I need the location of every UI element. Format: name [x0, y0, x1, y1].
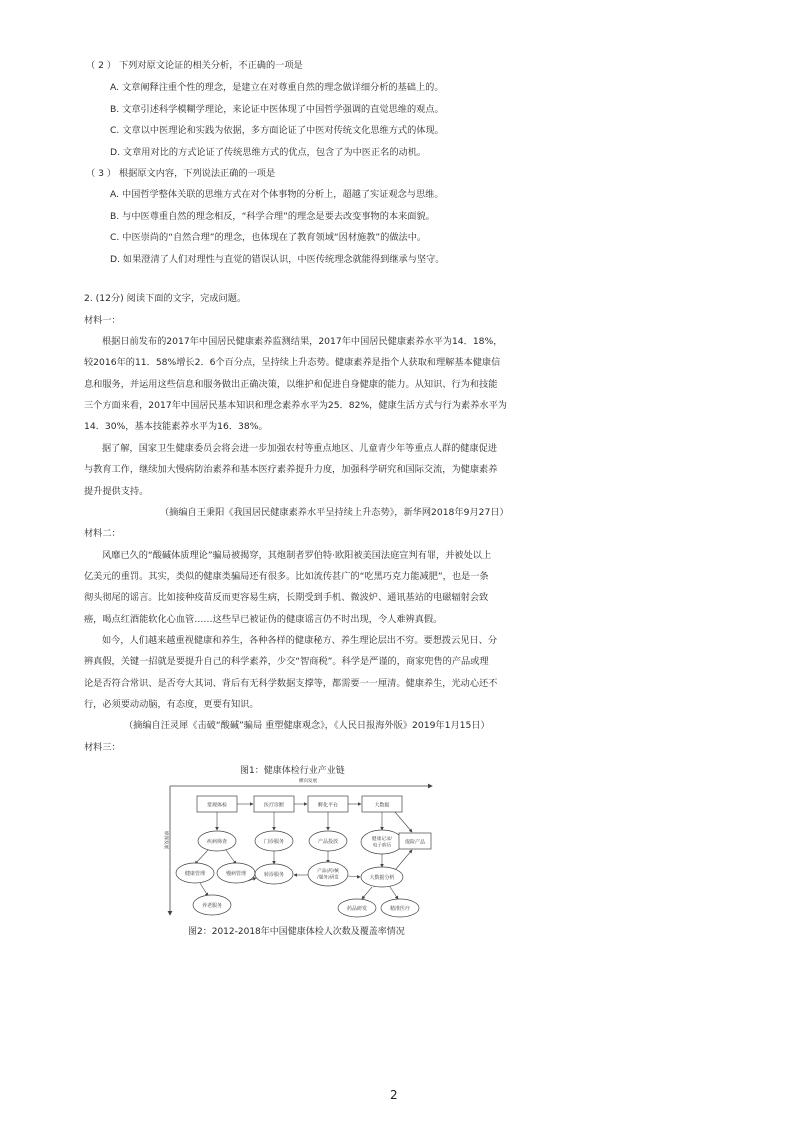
option-2c: C. 文章以中医理论和实践为依据，多方面论证了中医对传统文化思维方式的体现。 — [110, 125, 444, 136]
option-2a: A. 文章阐释注重个性的理念，是建立在对尊重自然的理念做详细分析的基础上的。 — [110, 82, 444, 93]
question-3-stem: （ 3 ） 根据原文内容，下列说法正确的一项是 — [86, 168, 276, 179]
edge-bigdata-insurance — [395, 812, 412, 832]
edge-healthmgmt-elderly — [200, 883, 208, 896]
node-prodmed-line2: /服务)研发 — [317, 875, 339, 881]
material-2-line: 风靡已久的“酸碱体质理论”骗局被揭穿，其炮制者罗伯特·欧阳被美国法庭宣判有罪，并被处以上 — [102, 550, 492, 561]
option-3a: A. 中国哲学整体关联的思维方式在对个体事物的分析上，超越了实证观念与思维。 — [110, 189, 444, 200]
material-2-line: 癌，喝点红酒能软化心血管……这些早已被证伪的健康谣言仍不时出现，令人难辨真假。 — [84, 614, 443, 625]
node-insurance: 保险产品 — [404, 839, 426, 846]
figure-2-title: 图2：2012-2018年中国健康体检人次数及覆盖率情况 — [188, 927, 405, 937]
node-record-ellipse — [361, 830, 403, 854]
reading-question-stem: 2. (12分) 阅读下面的文字，完成问题。 — [84, 293, 247, 304]
material-1-line: 14．30%，基本技能素养水平为16．38%。 — [84, 421, 268, 432]
material-2-line: 辨真假，关键一招就是要提升自己的科学素养，少交“智商税”。科学是严谨的，商家兜售的产品或理 — [84, 656, 489, 667]
question-2-stem: （ 2 ） 下列对原文论证的相关分析，不正确的一项是 — [86, 60, 303, 71]
horizontal-label: 横向发展 — [299, 779, 317, 784]
material-2-line: 论是否符合常识、是否夸大其词、背后有无科学数据支撑等，都需要一一厘清。健康养生，光动心还不 — [84, 678, 498, 689]
node-newdrug: 药品研发 — [346, 906, 368, 912]
edge-analysis-insurance — [395, 850, 412, 870]
node-disease: 疾病筛查 — [206, 839, 228, 845]
figure-1-title: 图1：健康体检行业产业链 — [240, 766, 345, 776]
node-clinic: 门诊服务 — [263, 839, 285, 845]
option-3d: D. 如果澄清了人们对理性与直觉的错误认识，中医传统理念就能得到继承与坚守。 — [110, 254, 445, 265]
material-2-label: 材料二： — [84, 528, 121, 539]
material-2-line: 如今，人们越来越重视健康和养生，各种各样的健康秘方、养生理论层出不穷。要想拨云见日、分 — [102, 635, 498, 646]
option-2b: B. 文章引述科学模糊学理论，来论证中医体现了中国哲学强调的直觉思维的观点。 — [110, 104, 444, 115]
node-record-line1: 健康记录/ — [372, 837, 392, 842]
material-1-source: （摘编自王秉阳《我国居民健康素养水平呈持续上升态势》，新华网2018年9月27日） — [160, 507, 509, 518]
material-1-line: 与教育工作，继续加大慢病防治素养和基本医疗素养提升力度，加强科学研究和国际交流，为健康素养 — [84, 464, 498, 475]
edge-analysis-precision — [390, 887, 398, 899]
material-1-line: 据了解，国家卫生健康委员会将会进一步加强农村等重点地区、儿童青少年等重点人群的健康促进 — [102, 443, 498, 454]
edge-prodmed-analysis — [348, 876, 360, 877]
material-2-line: 亿美元的重罚。其实，类似的健康类骗局还有很多。比如流传甚广的“吃黑巧克力能减肥”，也是一条 — [84, 571, 489, 582]
node-platform: 孵化平台 — [317, 802, 339, 809]
node-bigdataanalysis: 大数据分析 — [369, 875, 395, 881]
edge-disease-healthmgmt — [195, 850, 208, 864]
edge-analysis-newdrug — [362, 887, 372, 899]
vertical-label: 纵深发展 — [163, 831, 168, 849]
material-3-label: 材料三： — [84, 742, 121, 753]
node-diag: 医疗诊断 — [263, 802, 285, 809]
node-chronic: 慢病管理 — [225, 871, 247, 877]
node-elderly: 养老服务 — [201, 903, 223, 909]
node-bigdata: 大数据 — [374, 802, 390, 809]
page-number: 2 — [390, 1088, 398, 1102]
option-3b: B. 与中医尊重自然的理念相反，“科学合理”的理念是要去改变事物的本来面貌。 — [110, 211, 435, 222]
material-2-line: 行，必须要动动脑，有态度，更要有知识。 — [84, 699, 259, 710]
option-2d: D. 文章用对比的方式论证了传统思维方式的优点，包含了为中医正名的动机。 — [110, 147, 427, 158]
material-2-line: 彻头彻尾的谣言。比如接种疫苗反而更容易生病，长期受到手机、微波炉、通讯基站的电磁辐射会致 — [84, 592, 489, 603]
industry-chain-diagram — [150, 775, 440, 920]
material-1-line: 较2016年的11．58%增长2．6个百分点，呈持续上升态势。健康素养是指个人获取和理解基本健康信 — [84, 357, 501, 368]
option-3c: C. 中医崇尚的“自然合理”的理念，也体现在了教育领域“因材施教”的做法中。 — [110, 232, 427, 243]
material-1-label: 材料一： — [84, 315, 121, 326]
material-1-line: 息和服务，并运用这些信息和服务做出正确决策，以维护和促进自身健康的能力。从知识、行为和技能 — [84, 379, 498, 390]
edge-disease-chronic — [226, 850, 236, 864]
node-precision: 精准医疗 — [389, 906, 411, 912]
node-prodmed-ellipse — [308, 862, 348, 886]
node-healthmgmt: 健康管理 — [184, 871, 206, 877]
node-record-line2: 电子病历 — [372, 843, 392, 849]
node-referral: 转诊服务 — [263, 872, 285, 878]
material-1-line: 三个方面来看，2017年中国居民基本知识和理念素养水平为25．82%，健康生活方式与行为素养水平为 — [84, 400, 507, 411]
material-1-line: 提升提供支持。 — [84, 486, 149, 497]
node-exam: 常规体检 — [206, 802, 228, 809]
node-prodmed-line1: 产品(药/械 — [317, 869, 339, 874]
material-2-source: （摘编自汪灵犀《击破“酸碱”骗局 重塑健康观念》，《人民日报海外版》2019年1月15日） — [124, 720, 490, 731]
node-product: 产品投放 — [317, 839, 339, 845]
material-1-line: 根据日前发布的2017年中国居民健康素养监测结果，2017年中国居民健康素养水平为14．18%， — [102, 336, 503, 347]
